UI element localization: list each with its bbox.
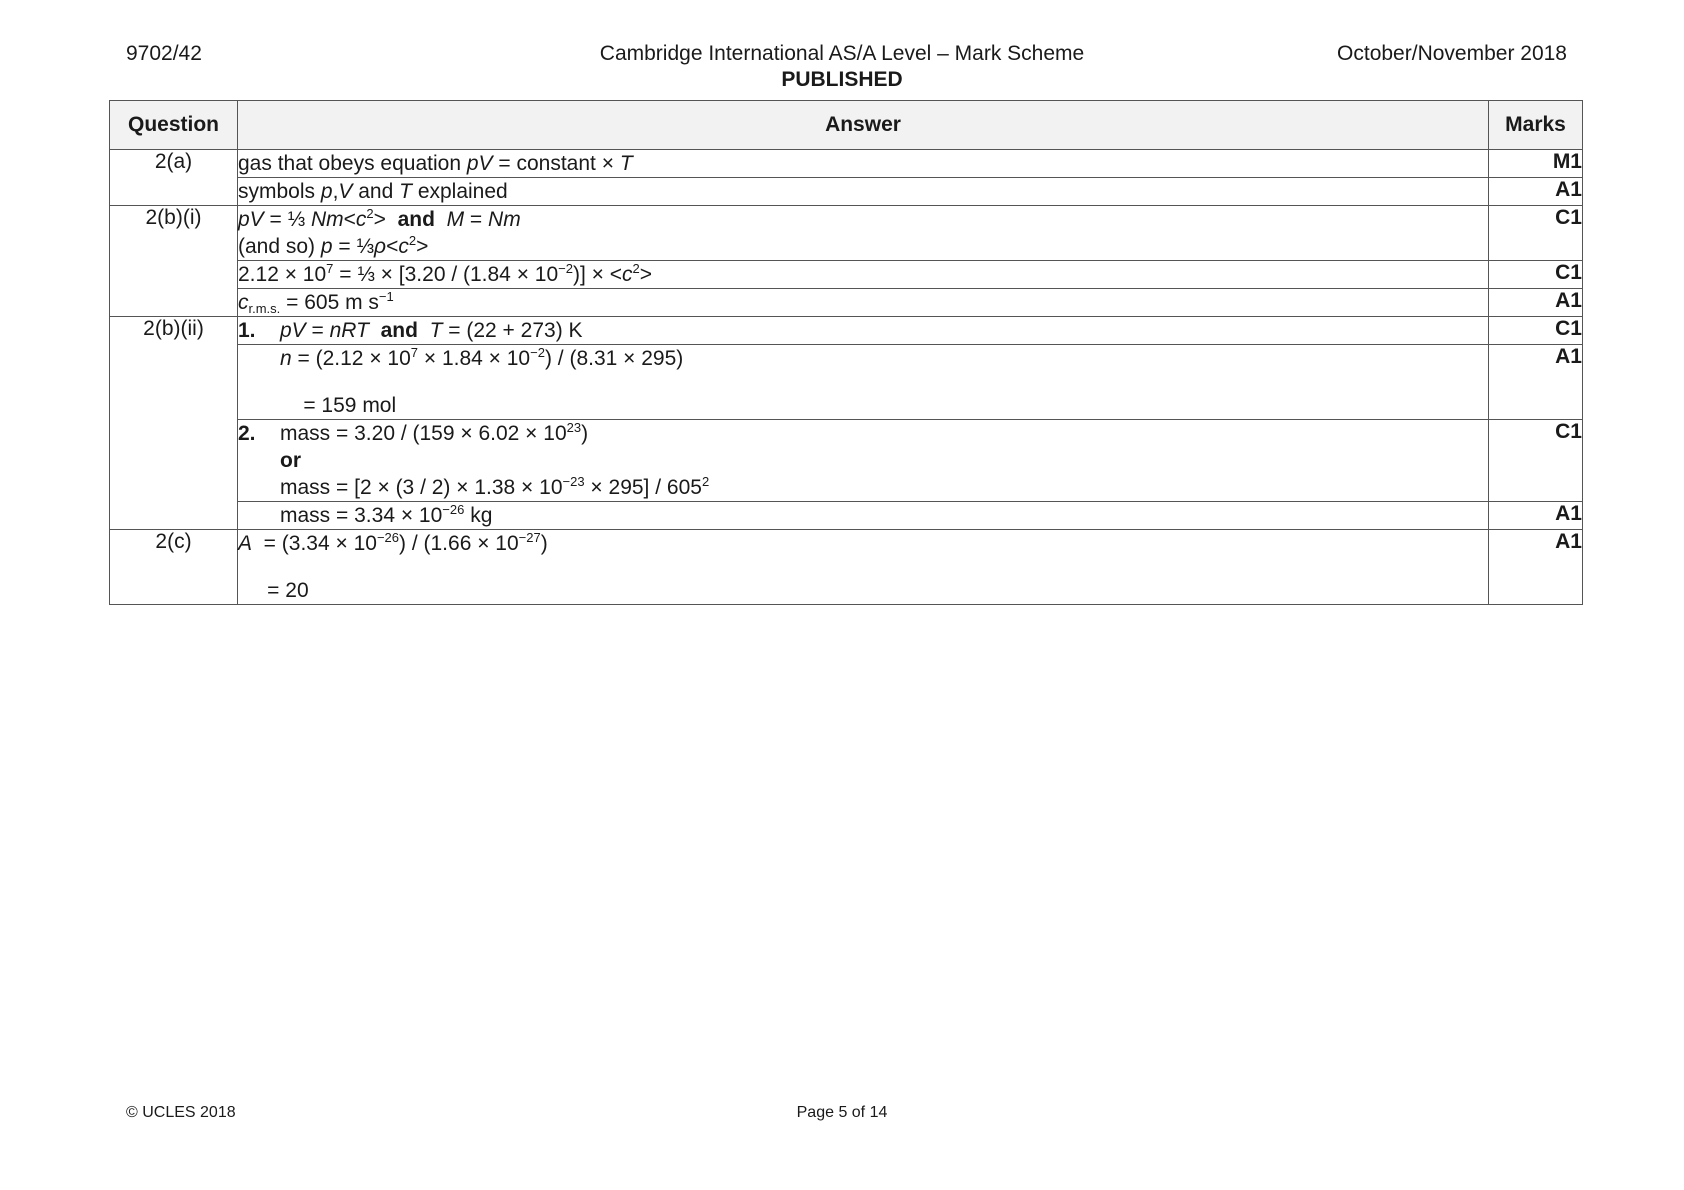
table-row bbox=[110, 289, 1583, 317]
copyright-notice: © UCLES 2018 bbox=[126, 1104, 236, 1121]
answer-cell: 1. pV = nRT and T = (22 + 273) K bbox=[238, 317, 1489, 345]
mark-cell: A1 bbox=[1489, 530, 1583, 605]
answer-cell: 2. mass = $3.20 / (159 \times 6.02 \times 10^{23})$ or mass = $[2 \times (3 / 2) \times 1.38 \times 10^{-23} \times 295] / 605^2$ bbox=[238, 420, 1489, 502]
answer-column-header: Answer bbox=[238, 101, 1489, 150]
paper-code: 9702/42 bbox=[126, 42, 202, 65]
table-row bbox=[110, 178, 1583, 206]
mark-cell: M1 bbox=[1489, 150, 1583, 178]
table-header-row bbox=[110, 101, 1583, 150]
table-row bbox=[110, 317, 1583, 345]
question-number: 2(b)(i) bbox=[110, 206, 238, 317]
answer-cell: $c_{r.m.s.} = 605$ m $s^{-1}$ bbox=[238, 289, 1489, 317]
question-column-header: Question bbox=[110, 101, 238, 150]
answer-cell: $A = (3.34 \times 10^{-26}) / (1.66 \times 10^{-27})$ = 20 bbox=[238, 530, 1489, 605]
table-row bbox=[110, 420, 1583, 502]
answer-cell: pV = ⅓ $Nm<c^2>$ and M = Nm (and so) $p = \frac{1}{3}\rho<c^2>$ bbox=[238, 206, 1489, 261]
table-row bbox=[110, 502, 1583, 530]
table-row bbox=[110, 261, 1583, 289]
mark-cell: A1 bbox=[1489, 345, 1583, 420]
answer-cell: mass = $3.34 \times 10^{-26}$ kg bbox=[238, 502, 1489, 530]
mark-cell: A1 bbox=[1489, 289, 1583, 317]
answer-cell: gas that obeys equation pV = constant × T bbox=[238, 150, 1489, 178]
mark-cell: C1 bbox=[1489, 261, 1583, 289]
table-row bbox=[110, 206, 1583, 261]
page-number: Page 5 of 14 bbox=[796, 1104, 888, 1121]
published-label: PUBLISHED bbox=[781, 68, 903, 91]
answer-cell: symbols p,V and T explained bbox=[238, 178, 1489, 206]
document-title: Cambridge International AS/A Level – Mark Scheme bbox=[599, 42, 1085, 65]
mark-cell: C1 bbox=[1489, 317, 1583, 345]
answer-cell: $n = (2.12 \times 10^7 \times 1.84 \times 10^{-2}) / (8.31 \times 295)$ = 159 mol bbox=[238, 345, 1489, 420]
answer-cell: $2.12 \times 10^7$ = ⅓ × $[3.20 / (1.84 \times 10^{-2})] \times <c^2>$ bbox=[238, 261, 1489, 289]
mark-cell: A1 bbox=[1489, 502, 1583, 530]
question-number: 2(a) bbox=[110, 150, 238, 206]
table-row bbox=[110, 345, 1583, 420]
mark-cell: C1 bbox=[1489, 420, 1583, 502]
question-number: 2(b)(ii) bbox=[110, 317, 238, 530]
mark-cell: A1 bbox=[1489, 178, 1583, 206]
marks-column-header: Marks bbox=[1489, 101, 1583, 150]
exam-session: October/November 2018 bbox=[1337, 42, 1567, 65]
mark-scheme-table bbox=[109, 100, 1583, 605]
table-row bbox=[110, 530, 1583, 605]
question-number: 2(c) bbox=[110, 530, 238, 605]
table-row bbox=[110, 150, 1583, 178]
mark-cell: C1 bbox=[1489, 206, 1583, 261]
